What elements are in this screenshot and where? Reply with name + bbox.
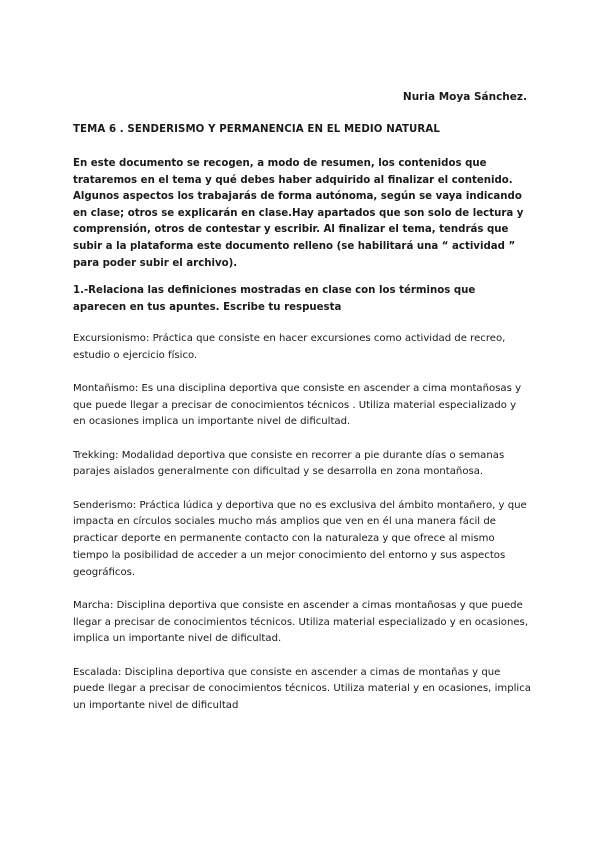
definition-senderismo: Senderismo: Práctica lúdica y deportiva que no es exclusiva del ámbito montañero, y que impacta en círculos sociales mucho más amplios que ven en él una manera fácil de practicar deporte en permanente contacto con la naturaleza y que ofrece al mismo tiempo la posibilidad de acceder a un mejor conocimiento del entorno y sus aspectos geográficos. — [73, 499, 527, 578]
question-1: 1.-Relaciona las definiciones mostradas en clase con los términos que aparecen en tus apuntes. Escribe tu respuesta — [73, 285, 476, 313]
definition-trekking: Trekking: Modalidad deportiva que consiste en recorrer a pie durante días o semanas parajes aislados generalmente con dificultad y se desarrolla en zona montañosa. — [73, 449, 505, 478]
document-title: TEMA 6 . SENDERISMO Y PERMANENCIA EN EL MEDIO NATURAL — [73, 124, 440, 135]
definitions-list — [73, 331, 531, 731]
author-name: Nuria Moya Sánchez. — [402, 91, 527, 103]
definition-montanismo: Montañismo: Es una disciplina deportiva que consiste en ascender a cima montañosas y que puede llegar a precisar de conocimientos técnicos . Utiliza material especializado y en ocasiones implica un importante nivel de dificultad. — [73, 383, 522, 428]
definition-marcha: Marcha: Disciplina deportiva que consiste en ascender a cimas montañosas y que puede llegar a precisar de conocimientos técnicos. Utiliza material especializado y en ocasiones, implica un importante nivel de dificultad. — [73, 599, 529, 645]
definition-excursionismo: Excursionismo: Práctica que consiste en hacer excursiones como actividad de recreo, estudio o ejercicio físico. — [73, 333, 506, 361]
intro-paragraph: En este documento se recogen, a modo de resumen, los contenidos que trataremos en el tema y qué debes haber adquirido al finalizar el contenido. Algunos aspectos los trabajarás de forma autónoma, según se vaya indicando en clase; otros se explicarán en clase.Hay apartados que son solo de lectura y comprensión, otros de contestar y escribir. Al finalizar el tema, tendrás que subir a la plataforma este documento relleno (se habilitará una “ actividad ” para poder subir el archivo). — [73, 158, 524, 269]
definition-escalada: Escalada: Disciplina deportiva que consiste en ascender a cimas de montañas y que puede llegar a precisar de conocimientos técnicos. Utiliza material y en ocasiones, implica un importante nivel de dificultad — [73, 666, 531, 711]
